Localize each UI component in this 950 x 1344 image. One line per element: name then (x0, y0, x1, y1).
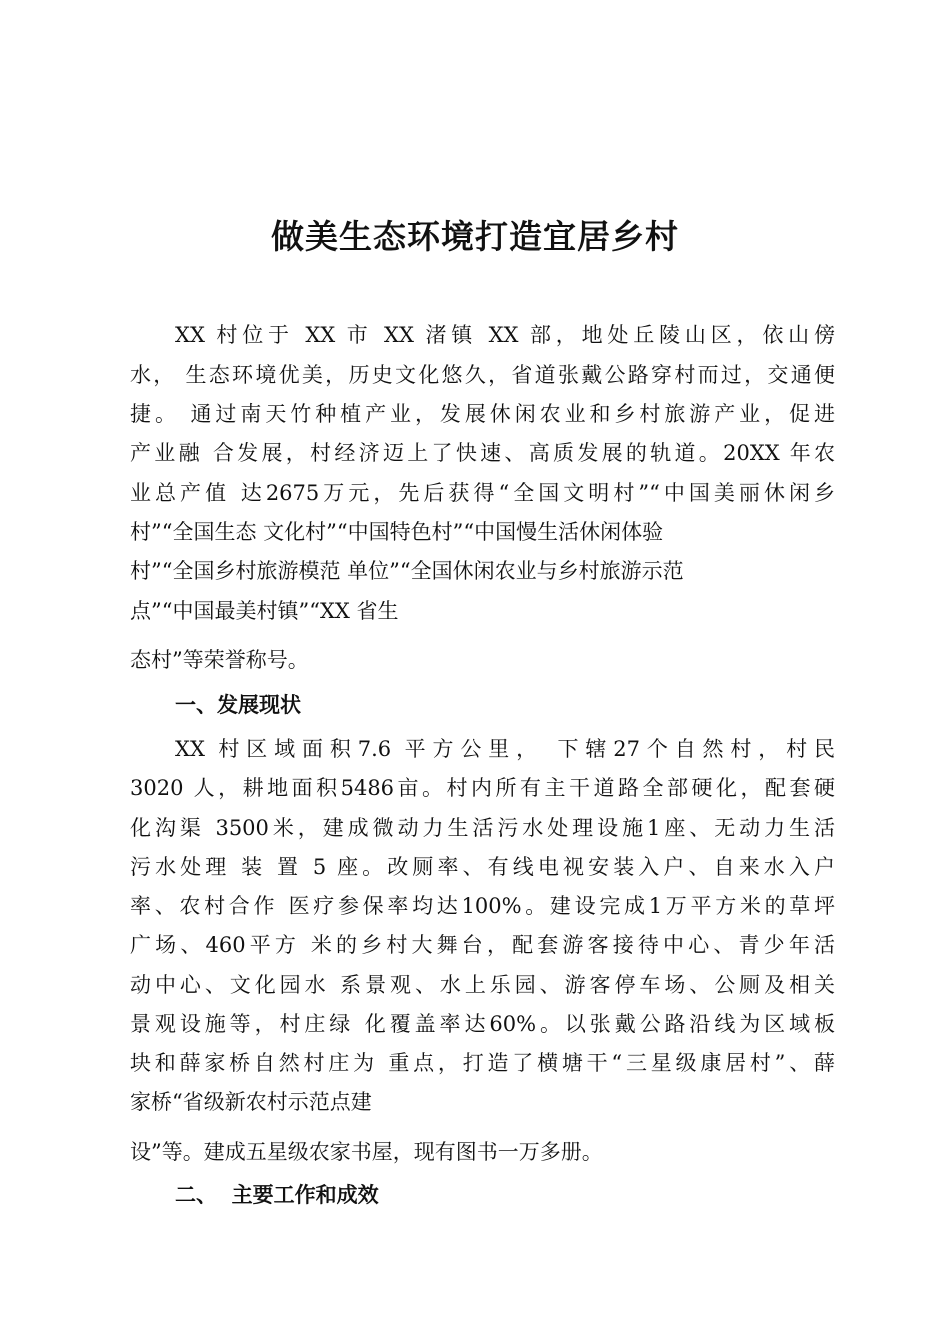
intro-line-1: XX 村位于 XX 市 XX 渚镇 XX 部，地处丘陵山区，依山傍 (175, 323, 835, 347)
intro-line-2: 水， 生态环境优美，历史文化悠久，省道张戴公路穿村而过，交通便 (130, 363, 835, 387)
intro-line-7: 村”“全国乡村旅游模范 单位”“全国休闲农业与乡村旅游示范 (130, 559, 684, 583)
intro-line-3: 捷。 通过南天竹种植产业，发展休闲农业和乡村旅游产业，促进 (130, 402, 835, 426)
section1-line-3: 化沟渠 3500米，建成微动力生活污水处理设施1座、无动力生活 (130, 816, 835, 840)
section-heading-2: 二、 主要工作和成效 (175, 1183, 379, 1207)
intro-line-8: 点”“中国最美村镇”“XX 省生 (130, 599, 399, 623)
section1-line-4: 污水处理 装 置 5 座。改厕率、有线电视安装入户、自来水入户 (130, 855, 835, 879)
section1-line-6: 广场、460平方 米的乡村大舞台，配套游客接待中心、青少年活 (130, 933, 835, 957)
section-heading-1: 一、发展现状 (175, 693, 301, 717)
section1-line-10: 家桥“省级新农村示范点建 (130, 1090, 372, 1114)
section1-line-5: 率、农村合作 医疗参保率均达100%。建设完成1万平方米的草坪 (130, 894, 835, 918)
section1-line-1: XX 村区域面积7.6 平方公里， 下辖27个自然村，村民 (175, 737, 835, 761)
section1-line-11: 设”等。建成五星级农家书屋，现有图书一万多册。 (130, 1140, 603, 1164)
page-title: 做美生态环境打造宜居乡村 (271, 217, 679, 256)
section1-line-2: 3020 人，耕地面积5486亩。村内所有主干道路全部硬化，配套硬 (130, 776, 835, 800)
intro-line-6: 村”“全国生态 文化村”“中国特色村”“中国慢生活休闲体验 (130, 520, 664, 544)
section1-line-8: 景观设施等，村庄绿 化覆盖率达60%。以张戴公路沿线为区域板 (130, 1012, 835, 1036)
intro-line-5: 业总产值 达2675万元，先后获得“全国文明村”“中国美丽休闲乡 (130, 481, 835, 505)
section1-line-7: 动中心、文化园水 系景观、水上乐园、游客停车场、公厕及相关 (130, 973, 835, 997)
intro-line-4: 产业融 合发展，村经济迈上了快速、高质发展的轨道。20XX 年农 (130, 441, 835, 465)
section1-line-9: 块和薛家桥自然村庄为 重点，打造了横塘干“三星级康居村”、薛 (130, 1051, 835, 1075)
intro-line-9: 态村”等荣誉称号。 (130, 648, 309, 672)
